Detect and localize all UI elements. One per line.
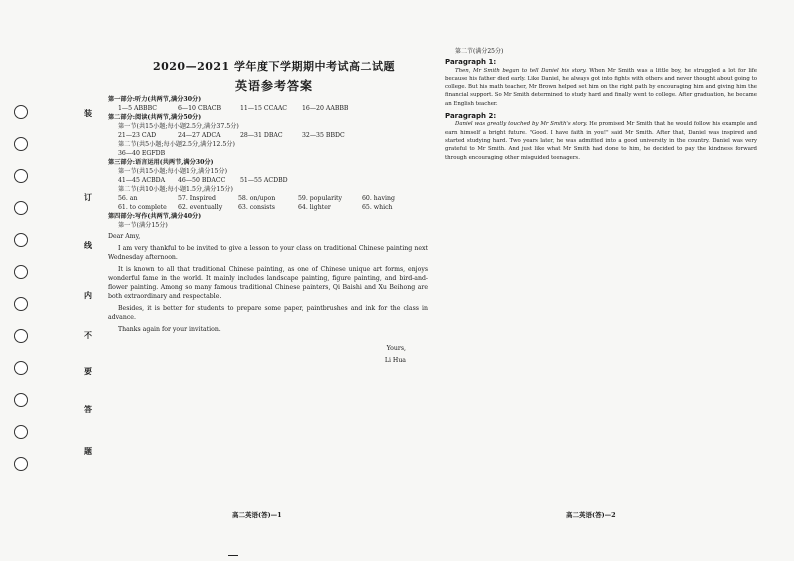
binding-hole-icon xyxy=(14,233,28,247)
answer-item: 58. on/upon xyxy=(238,195,276,202)
answer-group: 41—45 ACBDA xyxy=(118,177,166,184)
page-title: 2020—2021 学年度下学期期中考试高二试题 xyxy=(152,60,396,73)
letter-paragraph: It is known to all that traditional Chinese painting, as one of Chinese unique art forms, enjoys wonderful fame in the world. It mainly includes landscape painting, figure painting, and bird-and-flower painting. Among so many famous traditional Chinese painters, Qi Baishi and Xu Beihong are both extraordinary and respectable. xyxy=(108,266,428,300)
paragraph1-body: When Mr Smith was a little boy, he struggled a lot for life because his father died early. Like Daniel, he always got into fights with others and never thought about going to college. But his math teacher, Mr Brown helped set him on the right path by encouraging him and giving him the financial support. So Mr Smith determined to study hard and finally went to college. After graduation, he became an English teacher. xyxy=(445,67,757,107)
letter-paragraph: Thanks again for your invitation. xyxy=(118,326,221,333)
paragraph1-label: Paragraph 1: xyxy=(445,58,497,67)
part3-section2-heading: 第二节(共10小题;每小题1.5分,满分15分) xyxy=(118,186,233,193)
paragraph2-lead: Daniel was greatly touched by Mr Smith's story. xyxy=(455,121,588,128)
answer-item: 57. Inspired xyxy=(178,195,216,202)
answer-group: 21—23 CAD xyxy=(118,132,157,139)
binding-char: 装 xyxy=(84,108,92,118)
answer-item: 62. eventually xyxy=(178,204,223,211)
page-subtitle: 英语参考答案 xyxy=(234,79,313,93)
answer-item: 61. to complete xyxy=(118,204,167,211)
binding-hole-icon xyxy=(14,201,28,215)
answer-group: 46—50 BDACC xyxy=(178,177,226,184)
letter-paragraph: Besides, it is better for students to prepare some paper, paintbrushes and ink for the class in advance. xyxy=(108,305,428,321)
answer-item: 59. popularity xyxy=(298,195,343,202)
letter-closing: Yours, xyxy=(386,345,406,352)
part2-heading: 第二部分:阅读(共两节,满分50分) xyxy=(108,114,202,121)
answer-group: 6—10 CBACB xyxy=(178,105,221,112)
part1-heading: 第一部分:听力(共两节,满分30分) xyxy=(108,96,202,103)
paragraph2-label: Paragraph 2: xyxy=(445,112,497,121)
footer-right: 高二英语(答)—2 xyxy=(566,511,616,519)
part3-section1-heading: 第一节(共15小题;每小题1分,满分15分) xyxy=(118,168,227,175)
part4-section2-heading: 第二节(满分25分) xyxy=(455,48,504,55)
bottom-mark xyxy=(228,555,238,556)
binding-hole-icon xyxy=(14,105,28,119)
answer-group: 51—55 ACDBD xyxy=(240,177,288,184)
part3-heading: 第三部分:语言运用(共两节,满分30分) xyxy=(108,159,214,166)
answer-item: 56. an xyxy=(118,195,138,202)
answer-item: 63. consists xyxy=(238,204,275,211)
letter-paragraph: I am very thankful to be invited to give a lesson to your class on traditional Chinese painting next Wednesday afternoon. xyxy=(108,245,428,261)
part2-section2-heading: 第二节(共5小题;每小题2.5分,满分12.5分) xyxy=(118,141,235,148)
binding-hole-icon xyxy=(14,361,28,375)
binding-char: 答 xyxy=(84,404,92,414)
binding-hole-icon xyxy=(14,393,28,407)
part2-section1-heading: 第一节(共15小题;每小题2.5分,满分37.5分) xyxy=(118,123,239,130)
paragraph1-lead: Then, Mr Smith began to tell Daniel his story. xyxy=(455,67,587,74)
answer-item: 60. having xyxy=(362,195,395,202)
right-page xyxy=(445,48,757,162)
binding-char: 题 xyxy=(84,446,92,456)
left-page xyxy=(108,62,428,365)
binding-hole-icon xyxy=(14,137,28,151)
letter-salutation: Dear Amy, xyxy=(108,233,141,240)
binding-hole-icon xyxy=(14,329,28,343)
binding-hole-icon xyxy=(14,297,28,311)
part2-section1-answers xyxy=(118,131,428,140)
part2-section2-answers xyxy=(118,149,428,158)
answer-group: 32—35 BBDC xyxy=(302,132,345,139)
paragraph2-body: He promised Mr Smith that he would follow his example and earn himself a bright future. "Good. I have faith in you!" said Mr Smith. After that, Daniel was inspired and started studying hard. Two years later, he was admitted into a good university in the country. Daniel was very grateful to Mr Smith. And just like what Mr Smith had done to him, he decided to pay the kindness forward through encouraging other misguided teenagers. xyxy=(445,121,758,161)
binding-hole-icon xyxy=(14,457,28,471)
answer-group: 16—20 AABBB xyxy=(302,105,349,112)
binding-char: 内 xyxy=(84,290,92,300)
binding-strip xyxy=(6,95,96,490)
footer-left: 高二英语(答)—1 xyxy=(232,511,282,519)
part4-section1-heading: 第一节(满分15分) xyxy=(118,222,168,229)
binding-char: 不 xyxy=(84,330,92,340)
answer-item: 64. lighter xyxy=(298,204,331,211)
binding-hole-icon xyxy=(14,425,28,439)
binding-hole-icon xyxy=(14,169,28,183)
answer-group: 24—27 ADCA xyxy=(178,132,221,139)
continuation-paragraph-2 xyxy=(445,120,757,161)
binding-char: 要 xyxy=(84,366,92,376)
letter-signature: Li Hua xyxy=(384,357,406,364)
answer-group: 28—31 DBAC xyxy=(240,132,283,139)
answer-group: 36—40 EGFDB xyxy=(118,150,166,157)
answer-group: 1—5 ABBBC xyxy=(118,105,157,112)
answer-item: 65. which xyxy=(362,204,393,211)
part3-section1-answers xyxy=(118,176,428,185)
binding-hole-icon xyxy=(14,265,28,279)
part3-section2-row2 xyxy=(118,203,428,212)
binding-char: 线 xyxy=(84,240,92,250)
answer-group: 11—15 CCAAC xyxy=(240,105,288,112)
model-letter xyxy=(108,232,428,365)
part3-section2-row1 xyxy=(118,194,428,203)
binding-char: 订 xyxy=(84,192,92,202)
continuation-paragraph-1 xyxy=(445,67,757,108)
part1-answers xyxy=(118,104,428,113)
part4-heading: 第四部分:写作(共两节,满分40分) xyxy=(108,213,202,220)
